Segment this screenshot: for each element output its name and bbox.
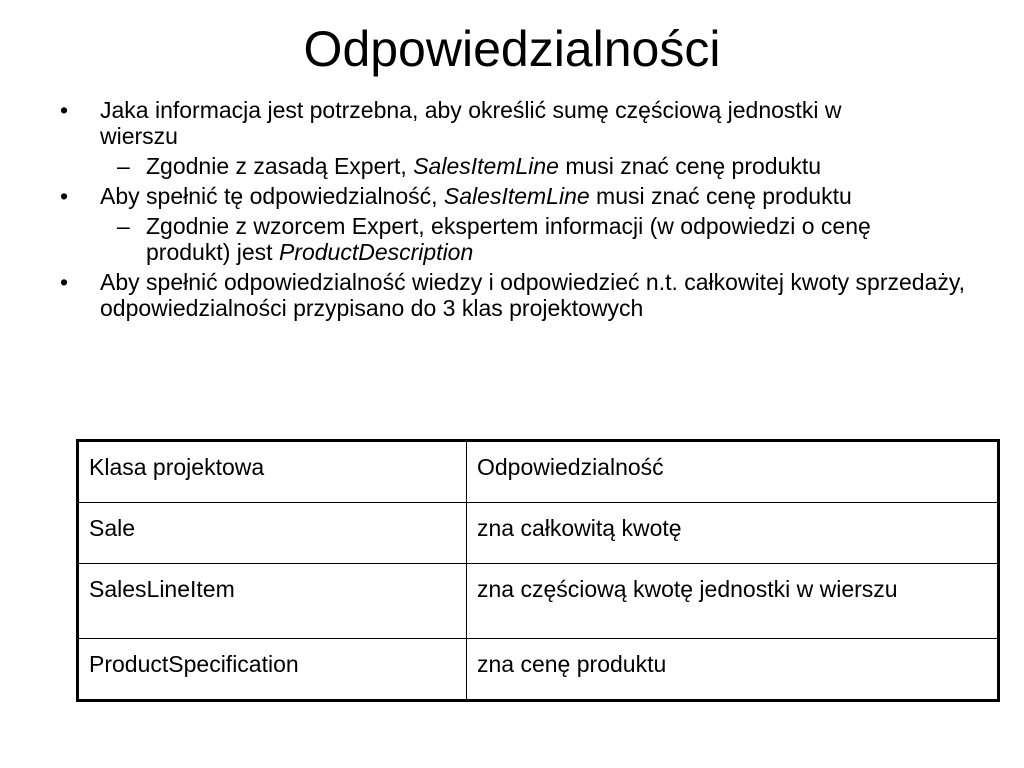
table-cell: ProductSpecification [78, 639, 467, 701]
bullet-text: Aby spełnić tę odpowiedzialność, SalesItemLine musi znać cenę produktu [100, 183, 852, 209]
table-cell: zna cenę produktu [467, 639, 999, 701]
table-row [78, 503, 999, 564]
table-row [78, 639, 999, 701]
responsibility-table [76, 439, 1000, 702]
dash-marker: – [117, 213, 130, 239]
bullet-item [0, 97, 1000, 149]
table-row [78, 564, 999, 639]
table-cell: SalesLineItem [78, 564, 467, 639]
bullet-item [0, 269, 1000, 321]
bullet-text: Zgodnie z wzorcem Expert, ekspertem informacji (w odpowiedzi o cenę produkt) jest ProductDescription [146, 213, 871, 265]
table-header-cell: Odpowiedzialność [467, 441, 999, 503]
bullet-marker: • [60, 183, 69, 209]
dash-marker: – [117, 153, 130, 179]
table-header-row [78, 441, 999, 503]
sub-bullet-item [0, 213, 1000, 265]
table-cell: zna częściową kwotę jednostki w wierszu [467, 564, 999, 639]
bullet-text: Zgodnie z zasadą Expert, SalesItemLine musi znać cenę produktu [146, 153, 822, 179]
table-cell: zna całkowitą kwotę [467, 503, 999, 564]
bullet-text: Aby spełnić odpowiedzialność wiedzy i odpowiedzieć n.t. całkowitej kwoty sprzedaży, odpowiedzialności przypisano do 3 klas projektowych [100, 269, 966, 321]
table-cell: Sale [78, 503, 467, 564]
bullet-marker: • [60, 269, 69, 295]
bullet-text: Jaka informacja jest potrzebna, aby określić sumę częściową jednostki w wierszu [100, 97, 842, 149]
bullet-item [0, 183, 1000, 209]
bullet-list [0, 97, 1000, 325]
sub-bullet-item [0, 153, 1000, 179]
bullet-marker: • [60, 97, 69, 123]
slide-title: Odpowiedzialności [303, 21, 721, 77]
table-header-cell: Klasa projektowa [78, 441, 467, 503]
